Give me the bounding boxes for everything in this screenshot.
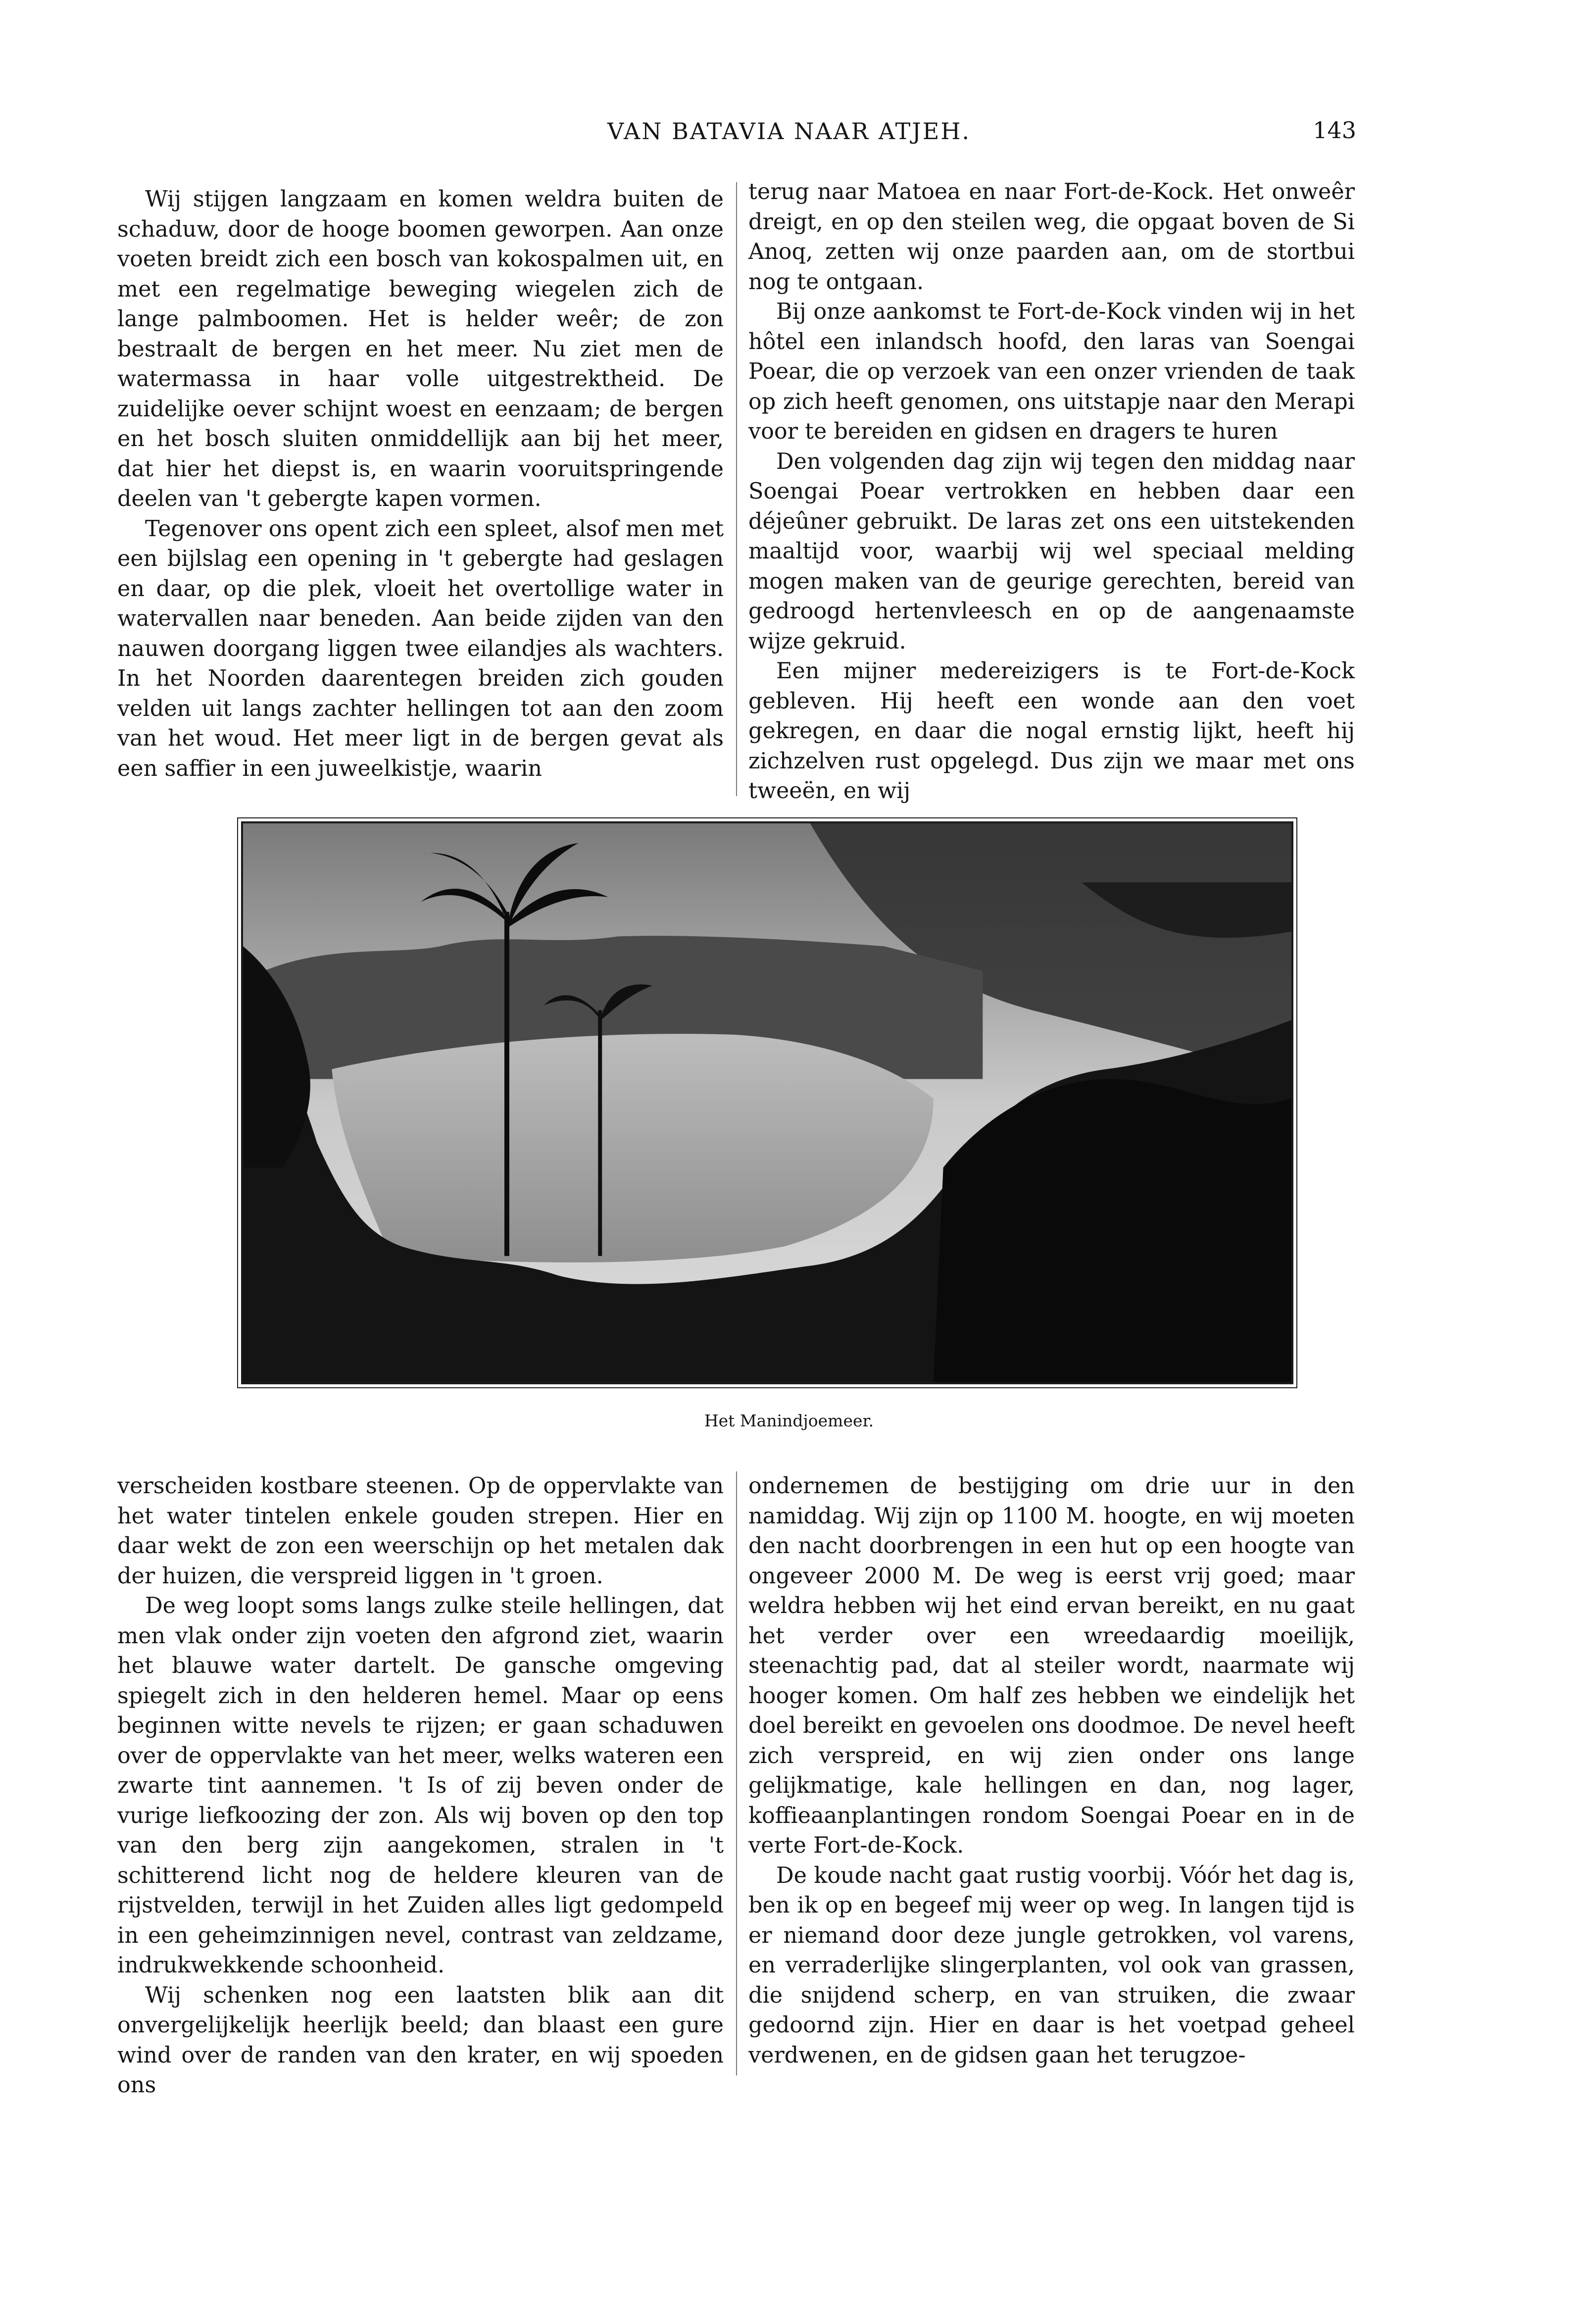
figure-caption: Het Manindjoemeer.: [704, 1411, 874, 1430]
paragraph: ondernemen de bestijging om drie uur in den namiddag. Wij zijn op 1100 M. hoogte, en wij moeten den nacht doorbrengen in een hut op een hoogte van ongeveer 2000 M. De weg is eerst vrij goed; maar weldra hebben wij het eind ervan bereikt, en nu gaat het verder over een wreedaardig moeilijk, steenachtig pad, dat al steiler wordt, naarmate wij hooger komen. Om half zes hebben we eindelijk het doel bereikt en gevoelen ons doodmoe. De nevel heeft zich verspreid, en wij zien onder ons lange gelijkmatige, kale hellingen en dan, nog lager, koffieaanplantingen rondom Soengai Poear en in de verte Fort-de-Kock.: [748, 1473, 1355, 1858]
paragraph: Wij schenken nog een laatsten blik aan dit onvergelijkelijk heerlijk beeld; dan blaast een gure wind over de randen van den krater, en wij spoeden ons: [117, 1982, 724, 2098]
paragraph: Den volgenden dag zijn wij tegen den middag naar Soengai Poear vertrokken en hebben daar een déjeûner gebruikt. De laras zet ons een uitstekenden maaltijd voor, waarbij wij wel speciaal melding mogen maken van de geurige gerechten, bereid van gedroogd hertenvleesch en op de aangenaamste wijze gekruid.: [748, 449, 1355, 654]
column-top-right: [748, 177, 1355, 807]
paragraph: Wij stijgen langzaam en komen weldra buiten de schaduw, door de hooge boomen geworpen. Aan onze voeten breidt zich een bosch van kokospalmen uit, en met een regelmatige beweging wiegelen zich de lange palmboomen. Het is helder weêr; de zon bestraalt de bergen en het meer. Nu ziet men de watermassa in haar volle uitgestrektheid. De zuidelijke oever schijnt woest en eenzaam; de bergen en het bosch sluiten onmiddellijk aan bij het meer, dat hier het diepst is, en waarin vooruitspringende deelen van 't gebergte kapen vormen.: [117, 187, 724, 511]
running-title: VAN BATAVIA NAAR ATJEH.: [607, 118, 971, 145]
column-bottom-right: [748, 1471, 1355, 2071]
column-bottom-left: [117, 1471, 724, 2101]
column-divider: [736, 182, 737, 796]
paragraph: De koude nacht gaat rustig voorbij. Vóór het dag is, ben ik op en begeef mij weer op weg. In langen tijd is er niemand door deze jungle getrokken, vol varens, en verraderlijke slingerplanten, vol ook van grassen, die snijdend scherp, en van struiken, die zwaar gedoornd zijn. Hier en daar is het voetpad geheel verdwenen, en de gidsen gaan het terugzoe-: [748, 1863, 1355, 2068]
paragraph: Tegenover ons opent zich een spleet, alsof men met een bijlslag een opening in 't gebergte had geslagen en daar, op die plek, vloeit het overtollige water in watervallen naar beneden. Aan beide zijden van den nauwen doorgang liggen twee eilandjes als wachters. In het Noorden daarentegen breiden zich gouden velden uit langs zachter hellingen tot aan den zoom van het woud. Het meer ligt in de bergen gevat als een saffier in een juweelkistje, waarin: [117, 516, 724, 781]
column-top-left: [117, 185, 724, 784]
lake-photograph: [241, 821, 1293, 1384]
paragraph: De weg loopt soms langs zulke steile hellingen, dat men vlak onder zijn voeten den afgrond ziet, waarin het blauwe water dartelt. De gansche omgeving spiegelt zich in den helderen hemel. Maar op eens beginnen witte nevels te rijzen; er gaan schaduwen over de oppervlakte van het meer, welks wateren een zwarte tint aannemen. 't Is of zij beven onder de vurige liefkoozing der zon. Als wij boven op den top van den berg zijn aangekomen, stralen in 't schitterend licht nog de heldere kleuren van de rijstvelden, terwijl in het Zuiden alles ligt gedompeld in een geheimzinnigen nevel, contrast van zeldzame, indrukwekkende schoonheid.: [117, 1593, 724, 1978]
page-number: 143: [1313, 117, 1356, 144]
lake-illustration: [243, 823, 1291, 1382]
paragraph: Bij onze aankomst te Fort-de-Kock vinden wij in het hôtel een inlandsch hoofd, den laras van Soengai Poear, die op verzoek van een onzer vrienden de taak op zich heeft genomen, ons uitstapje naar den Merapi voor te bereiden en gidsen en dragers te huren: [748, 299, 1355, 444]
column-divider: [736, 1471, 737, 2075]
paragraph: terug naar Matoea en naar Fort-de-Kock. Het onweêr dreigt, en op den steilen weg, die opgaat boven de Si Anoq, zetten wij onze paarden aan, om de stortbui nog te ontgaan.: [748, 179, 1355, 295]
paragraph: Een mijner medereizigers is te Fort-de-Kock gebleven. Hij heeft een wonde aan den voet gekregen, en daar die nogal ernstig lijkt, heeft hij zichzelven rust opgelegd. Dus zijn we maar met ons tweeën, en wij: [748, 658, 1355, 804]
paragraph: verscheiden kostbare steenen. Op de oppervlakte van het water tintelen enkele gouden strepen. Hier en daar wekt de zon een weerschijn op het metalen dak der huizen, die verspreid liggen in 't groen.: [117, 1473, 724, 1589]
